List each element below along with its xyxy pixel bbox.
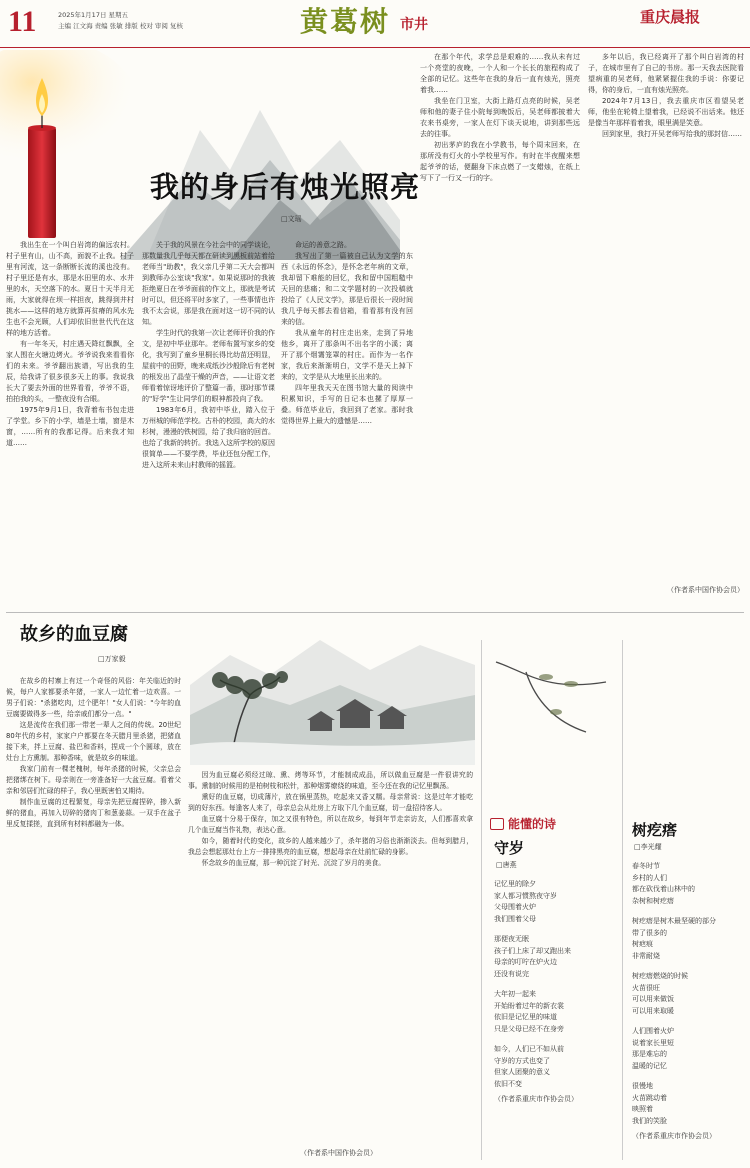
paragraph: 1983年6月，我初中毕业，踏入位于万州城的师范学校。古朴的校园，高大的水杉树，漫漫的铁树园，给了我归宿的回首。也给了我新的转折。我选入这所学校的原因很简单——不要学费，毕业还包分配工作，进入这所未来山村教师的摇篮。 xyxy=(142,406,275,469)
paragraph: 2024年7月13日，我去重庆市区看望吴老师，他坐在轮椅上望着我，已经说不出话来。他还是像当年那样看着我，眼里满是笑意。 xyxy=(588,97,744,127)
poem-line: 可以用来做饭 xyxy=(632,995,674,1003)
paragraph: 多年以后，我已经离开了那个叫白岩湾的村子，在城市里有了自己的书房。那一天我去医院看望病重的吴老师，他紧紧握住我的手说：你要记得，你的身后，一直有烛光照亮。 xyxy=(588,53,744,94)
poem-line: 只是父母已经不在身旁 xyxy=(494,1024,564,1033)
poem-line: 说着家长里短 xyxy=(632,1038,674,1047)
section-divider xyxy=(6,612,744,613)
book-icon xyxy=(490,818,504,830)
poem-line: 可以用来取暖 xyxy=(632,1006,674,1015)
poem-line: 那便夜无眠 xyxy=(494,935,529,943)
paragraph: 血豆腐十分易于保存，加之又很有特色，所以在故乡，每到年节走亲访友，人们都喜欢拿几个血豆腐当作礼物，表达心意。 xyxy=(188,815,473,834)
paragraph: 如今，随着时代的变化，故乡的人越来越少了，杀年猪的习俗也渐渐淡去。但每到腊月，我总会想起那灶台上方一排排黑亮的血豆腐，想起母亲在灶前忙碌的身影。 xyxy=(188,837,473,856)
paragraph: 在故乡的村寨上有过一个奇怪的风俗：年关临近的时候，每户人家都要杀年猪，一家人一边忙着一边欢喜。一男子们说："杀猪吃肉，过个肥年！"女人们说："今年的血豆腐要做得多一些，给亲戚们都分一点。" xyxy=(6,677,181,718)
poem-2 xyxy=(632,820,746,1162)
banner-label: 能懂的诗 xyxy=(508,816,557,831)
poem-line: 大年初一起来 xyxy=(494,990,536,998)
poem-line: 我们围着父母 xyxy=(494,914,536,923)
paragraph: 因为血豆腐必须经过晾、熏、烤等环节，才能制成成品，所以做血豆腐是一件很讲究的事。熏制的时候用的是柏树枝和松针，那种烟雾缭绕的味道，至今还在我的记忆里飘荡。 xyxy=(188,771,473,790)
poem-1 xyxy=(494,838,620,1160)
village-ink-painting xyxy=(190,615,475,765)
paragraph: 我家门前有一棵老槐树，每年杀猪的时候，父亲总会把猪绑在树下。母亲则在一旁准备好一大盆豆腐。看着父亲和邻居们忙碌的样子，我心里既害怕又期待。 xyxy=(6,765,181,795)
article2-signoff: （作者系中国作协会员） xyxy=(300,1149,377,1157)
poem-line: 火苗很旺 xyxy=(632,983,660,992)
page-number: 11 xyxy=(8,5,37,38)
article-byline: □文瑶 xyxy=(281,215,302,223)
poem-signoff: （作者系重庆市作协会员） xyxy=(632,1132,716,1140)
paragraph: 初出茅庐的我在小学教书，每个周末回来，在那所没有灯火的小学校里写作。有时在半夜醒来想起爷爷的话，便翻身下床点燃了一支蜡烛，在纸上写下了一行又一行的字。 xyxy=(420,141,580,182)
paragraph: 关于我的风景在今社会中的同学谈论，那数量我几乎每天都在研读到黑板前站着给老师当"助教"，我父亲几乎第二天大会都叫到教师办公室谈"我家"。如果说那时的我被拒绝夏日在爷爷面前的作文上，那就是考试时可以，但还将平时多家了，一些事情也许我不太会说，那是我在面对这一切不同的认知。 xyxy=(142,241,275,326)
poem-line: 都在砍伐着山林中的 xyxy=(632,885,695,893)
poem-line: 火苗跳动着 xyxy=(632,1093,667,1102)
poem-line: 树疤痕 xyxy=(632,940,653,948)
section-subtitle: 市井 xyxy=(400,17,428,33)
paragraph: 在那个年代，求学总是艰难的……我从未有过一个亮堂的夜晚，一个人和一个长长的旅程构成了全部的记忆。这些年在我的身后一直有烛光，照亮着我…… xyxy=(420,53,580,94)
poem-line: 依旧不变 xyxy=(494,1079,522,1088)
article1-column-3 xyxy=(281,240,413,608)
poem-line: 很慢地 xyxy=(632,1082,653,1090)
paragraph: 制作血豆腐的过程繁复，母亲先把豆腐捏碎，掺入新鲜的猪血，再加入切碎的猪肉丁和葱姜蒜。一双手在盆子里反复揉搓，直到所有材料都融为一体。 xyxy=(6,798,181,828)
poem-line: 孩子们上床了却又跑出来 xyxy=(494,946,571,955)
poem-signoff: （作者系重庆市作协会员） xyxy=(494,1095,578,1103)
article2-column-1 xyxy=(6,676,181,1156)
article-title: 我的身后有烛光照亮 xyxy=(150,170,421,204)
paragraph: 回到家里，我打开吴老师写给我的那封信…… xyxy=(602,130,742,138)
paragraph: 我坐在门卫室，大街上路灯点亮的时候，吴老师和他的妻子住小院每到晚饭后，吴老师都披着大衣来书桌旁，一家人在灯下谈天说地，讲到那些远去的往事。 xyxy=(420,97,580,138)
article2-title: 故乡的血豆腐 xyxy=(20,624,128,645)
paragraph: 我从童年的村庄走出来，走到了异地他乡，离开了那条叫不出名字的小溪；离开了那个烟霭笼罩的村庄。而作为一名作家，我后来渐渐明白，文学不是天上掉下来的，文学是从大地里长出来的。 xyxy=(281,329,413,381)
paragraph: 怀念故乡的血豆腐，那一种沉淀了时光、沉淀了岁月的美食。 xyxy=(201,859,386,867)
poem-line: 春冬时节 xyxy=(632,862,660,870)
poem-line: 带了很多的 xyxy=(632,928,667,937)
paragraph: 学生时代的我第一次让老师评价我的作文，是初中毕业那年。老师布置写家乡的变化，我写到了童乡里桐长得比幼苗还明显，屋前中的田野，晚来成纸沙沙般除后有老树的根发出了晶莹干燥的声音，——让语文老师看着惊讶地评价了整篇一番，那时那节课的"好学"生让同学们的眼神都投向了我。 xyxy=(142,329,275,403)
poem-line: 温暖的记忆 xyxy=(632,1061,667,1070)
poem-line: 依旧是记忆里的味道 xyxy=(494,1013,557,1021)
article2-column-2 xyxy=(188,770,473,1145)
poem-line: 开始盼着过年的新衣裳 xyxy=(494,1001,564,1010)
article1-column-2 xyxy=(142,240,275,608)
paragraph: 命运的善意之路。 xyxy=(295,241,351,249)
poem-line: 树疙瘩是树木最坚硬的部分 xyxy=(632,917,716,925)
column-divider xyxy=(481,640,482,1160)
paragraph: 有一年冬天，村庄遇天降红飘飘，全家人围在火塘边烤火。爷爷说我来看看你们的未来。爷爷翻出族谱，写出我的生辰，给我讲了很多很多天上的事。我说我长大了要去外面的世界看看，爷爷不语，拍拍我的头，一整夜没有合眼。 xyxy=(6,340,134,403)
poem-title: 树疙瘩 xyxy=(632,821,678,839)
poem-line: 树疙瘩燃烧的时候 xyxy=(632,972,688,980)
poem-line: 非常耐烧 xyxy=(632,951,660,960)
poem-byline: □李光耀 xyxy=(634,843,662,851)
editors-line: 主编 江文海 责编 张敏 排版 校对 审阅 复核 xyxy=(58,22,183,30)
poem-line: 我们的笑脸 xyxy=(632,1116,667,1125)
paragraph: 四年里我天天在图书馆大量的阅读中积累知识，手写的日记本也摞了厚厚一叠。师范毕业后，我回到了老家。那时我觉得世界上最大的遗憾是…… xyxy=(281,384,413,425)
article1-column-1 xyxy=(6,240,134,608)
column-divider xyxy=(622,640,623,1160)
date-line: 2025年1月17日 星期五 xyxy=(58,11,129,19)
article1-signoff: （作者系中国作协会员） xyxy=(667,586,744,594)
article1-column-5 xyxy=(588,52,744,582)
poem-line: 记忆里的除夕 xyxy=(494,880,536,888)
paragraph: 我写出了第一篇被自己认为文学的东西《永远的怀念》，是怀念老年病的文章，我却留下难能的回忆，我和留中国粗糙中天回的悲痛；和二文学题材的一次投稿就投给了《人民文学》，那是后很长一段时间我几乎每天都去看信箱，看看那有没有回来的信。 xyxy=(281,252,413,326)
poem-title: 守岁 xyxy=(494,839,525,857)
paragraph: 1975年9月1日，我背着布书包走进了学堂。乡下的小学，墙是土墙，窗是木窗，……所有的我都记得。后来我才知道…… xyxy=(6,406,134,447)
paragraph: 这是流传在我们那一带老一辈人之间的传统。20世纪80年代的乡村，家家户户都要在冬天腊月里杀猪，把猪血接下来，拌上豆腐、盐巴和香料，捏成一个个圆球，放在灶台上方熏制。那种香味，就是故乡的味道。 xyxy=(6,721,181,762)
poem-line: 如今，人们已不如从前 xyxy=(494,1045,564,1053)
poem-line: 映照着 xyxy=(632,1105,653,1113)
paragraph: 熏好的血豆腐，切成薄片，放在锅里蒸热，吃起来又香又糯。母亲常说：这是过年才能吃到的好东西。每逢客人来了，母亲总会从灶房上方取下几个血豆腐，切一盘招待客人。 xyxy=(188,793,473,812)
poem-line: 杂树和树疙瘩 xyxy=(632,896,674,905)
poem-byline: □唐燕 xyxy=(496,861,517,869)
candle-ink-painting xyxy=(0,50,400,260)
poem-line: 还没有说完 xyxy=(494,969,529,978)
poem-line: 家人都习惯熬夜守岁 xyxy=(494,891,557,900)
section-title: 黄葛树 xyxy=(300,5,391,38)
poem-line: 母亲的叮咛在炉火边 xyxy=(494,958,557,966)
poem-line: 父母围着火炉 xyxy=(494,903,536,911)
poetry-banner xyxy=(490,815,600,833)
poem-line: 那是难忘的 xyxy=(632,1050,667,1058)
article2-byline: □万家毅 xyxy=(98,655,126,663)
poem-line: 乡村的人们 xyxy=(632,873,667,882)
poem-line: 守岁的方式也变了 xyxy=(494,1056,550,1065)
poem-line: 人们围着火炉 xyxy=(632,1027,674,1035)
article1-column-4 xyxy=(420,52,580,608)
poem-line: 但家人团聚的意义 xyxy=(494,1068,550,1076)
paragraph: 我出生在一个叫白岩湾的偏远农村。村子里有山，山不高，面貌不止我。村子里有河流，这一条断断长流的溪也没有。村子里还是有水，那是水田里的水、水井里的水，天空落下的水。夏日十天半月无雨，大家就得在坝一样担夜，跳得到井村挑水——这样的地方就算再贫瘠的风水先生也不会光顾，人们却依旧世世代代在这样的地方活着。 xyxy=(6,241,134,337)
newspaper-brand: 重庆晨报 xyxy=(640,8,701,26)
poetry-branch-art xyxy=(486,642,618,812)
